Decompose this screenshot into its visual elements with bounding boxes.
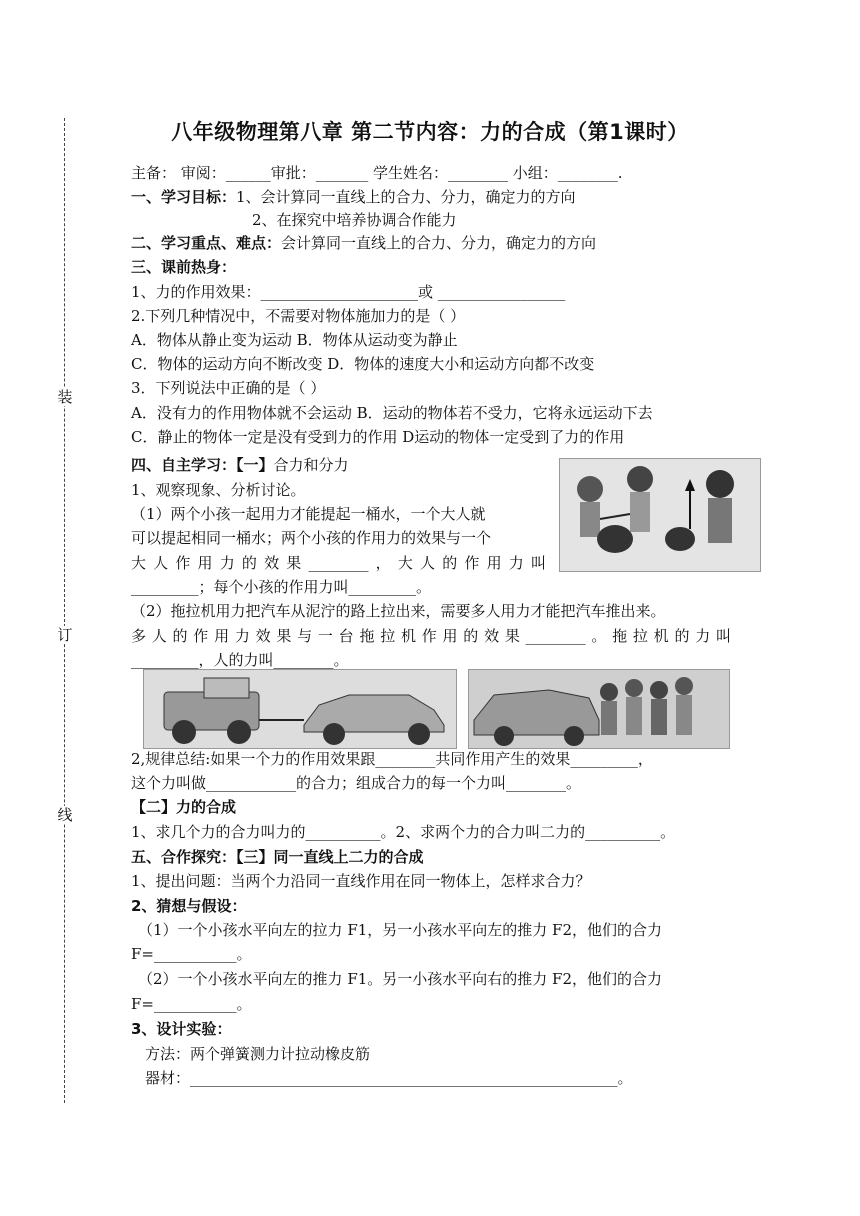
self-study-p2a: （2）拖拉机用力把汽车从泥泞的路上拉出来，需要多人用力才能把汽车推出来。 bbox=[131, 602, 666, 620]
keypoints-line bbox=[131, 232, 596, 254]
warmup-q2-options-ab: A．物体从静止变为运动 B．物体从运动变为静止 bbox=[131, 331, 458, 349]
binding-char-3: 线 bbox=[57, 806, 73, 824]
page-title: 八年级物理第八章 第二节内容：力的合成（第1课时） bbox=[171, 120, 689, 144]
warmup-label: 三、课前热身： bbox=[131, 258, 237, 276]
header-line: 主备： 审阅：______审批：_______ 学生姓名：________ 小组：________. bbox=[131, 164, 623, 182]
coop-guess-2-answer: F=___________。 bbox=[131, 995, 252, 1013]
summary-line-2: 这个力叫做____________的合力；组成合力的每一个力叫________。 bbox=[131, 774, 582, 792]
coop-guess-1-answer: F=___________。 bbox=[131, 945, 252, 963]
goal-1: 1、会计算同一直线上的合力、分力，确定力的方向 bbox=[236, 188, 576, 206]
self-study-p2c: _________，人的力叫________。 bbox=[131, 651, 349, 669]
self-study-label: 四、自主学习：【一】 bbox=[131, 456, 274, 474]
warmup-q2: 2.下列几种情况中，不需要对物体施加力的是（ ） bbox=[131, 307, 466, 325]
keypoints-label: 二、学习重点、难点： bbox=[131, 234, 282, 252]
self-study-p1b: 可以提起相同一桶水；两个小孩的作用力的效果与一个 bbox=[131, 529, 492, 547]
goal-2: 2、在探究中培养协调合作能力 bbox=[252, 211, 457, 229]
children-bucket-drawing bbox=[560, 459, 760, 571]
goals-line-1 bbox=[131, 186, 576, 208]
coop-q1: 1、提出问题：当两个力沿同一直线作用在同一物体上，怎样求合力？ bbox=[131, 872, 591, 890]
warmup-q3-options-ab: A．没有力的作用物体就不会运动 B．运动的物体若不受力，它将永远运动下去 bbox=[131, 404, 653, 422]
warmup-q1: 1、力的作用效果：_____________________或 _________________ bbox=[131, 283, 566, 301]
coop-experiment-heading: 3、设计实验： bbox=[131, 1020, 232, 1038]
keypoints-text: 会计算同一直线上的合力、分力，确定力的方向 bbox=[281, 234, 597, 252]
summary-line-1: 2,规律总结:如果一个力的作用效果跟________共同作用产生的效果_________， bbox=[131, 750, 653, 768]
binding-dashed-line bbox=[64, 118, 65, 1103]
compose-heading: 【二】力的合成 bbox=[131, 798, 237, 816]
tractor-car-illustration bbox=[143, 669, 457, 749]
self-study-p1c: 大人作用力的效果________，大人的作用力叫 bbox=[131, 554, 546, 572]
coop-guess-2: （2）一个小孩水平向左的推力 F1。另一小孩水平向右的推力 F2，他们的合力 bbox=[138, 970, 662, 988]
coop-guess-1: （1）一个小孩水平向左的拉力 F1，另一小孩水平向左的推力 F2，他们的合力 bbox=[138, 921, 662, 939]
self-study-p2b: 多人的作用力效果与一台拖拉机作用的效果________。拖拉机的力叫 bbox=[131, 627, 731, 645]
tractor-car-drawing bbox=[144, 670, 456, 748]
people-pushing-car-illustration bbox=[468, 669, 730, 749]
coop-hypothesis-heading: 2、猜想与假设： bbox=[131, 897, 247, 915]
goals-label: 一、学习目标： bbox=[131, 188, 237, 206]
self-study-p1d: _________；每个小孩的作用力叫_________。 bbox=[131, 578, 432, 596]
warmup-q3: 3．下列说法中正确的是（ ） bbox=[131, 379, 326, 397]
binding-char-1: 装 bbox=[57, 388, 73, 406]
children-bucket-illustration bbox=[559, 458, 761, 572]
coop-method: 方法：两个弹簧测力计拉动橡皮筋 bbox=[145, 1045, 371, 1063]
self-study-p1a: （1）两个小孩一起用力才能提起一桶水，一个大人就 bbox=[131, 505, 486, 523]
people-pushing-car-drawing bbox=[469, 670, 729, 748]
binding-char-2: 订 bbox=[57, 626, 73, 644]
self-study-topic: 合力和分力 bbox=[273, 456, 349, 474]
self-study-s1: 1、观察现象、分析讨论。 bbox=[131, 481, 306, 499]
warmup-q2-options-cd: C．物体的运动方向不断改变 D．物体的速度大小和运动方向都不改变 bbox=[131, 355, 595, 373]
self-study-heading bbox=[131, 454, 349, 476]
warmup-q3-options-cd: C．静止的物体一定是没有受到力的作用 D运动的物体一定受到了力的作用 bbox=[131, 428, 625, 446]
compose-text: 1、求几个力的合力叫力的__________。2、求两个力的合力叫二力的__________。 bbox=[131, 823, 676, 841]
coop-heading: 五、合作探究：【三】同一直线上二力的合成 bbox=[131, 848, 424, 866]
coop-equipment: 器材：_________________________________________________________。 bbox=[145, 1069, 633, 1087]
